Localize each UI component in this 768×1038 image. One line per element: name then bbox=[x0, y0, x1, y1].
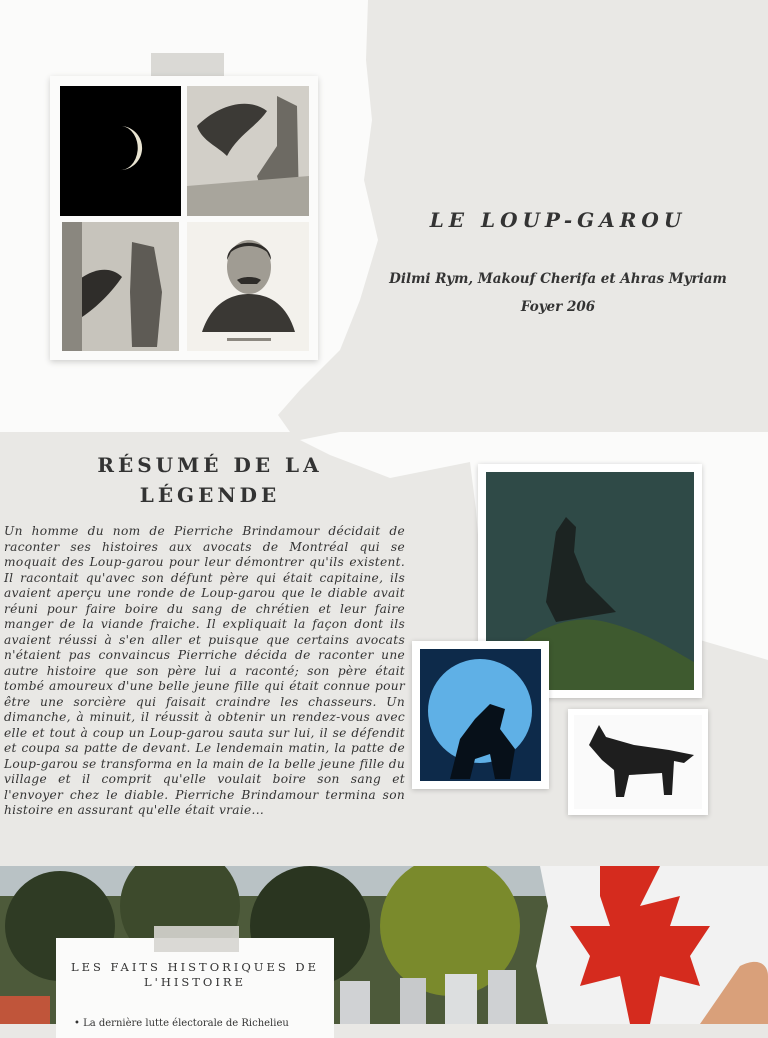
werewolf-attack-engraving bbox=[187, 86, 309, 216]
tape-strip bbox=[151, 53, 224, 77]
man-fighting-wolf-engraving bbox=[62, 222, 179, 351]
tape-strip-card bbox=[154, 926, 239, 952]
resume-heading: RÉSUMÉ DE LA LÉGENDE bbox=[97, 453, 323, 507]
black-wolf-drawing bbox=[568, 709, 708, 815]
foyer-line: Foyer 206 bbox=[520, 299, 596, 315]
werewolf-blue-moon-image bbox=[412, 641, 549, 789]
image-collage bbox=[50, 76, 318, 360]
author-portrait-engraving bbox=[187, 222, 309, 351]
historical-facts-card bbox=[56, 938, 334, 1038]
legend-summary-text: Un homme du nom de Pierriche Brindamour décidait de raconter ses histoires aux avocats de Montréal qui se moquait des Loup-garou pour leur démontrer qu'ils existent. Il racontait qu'avec son défunt père qui était capitaine, ils avaient aperçu une ronde de Loup-garou que le diable avait réuni pour faire boire du sang de chrétien et leur faire manger de la viande fraiche. Il expliquait la façon dont ils avaient réussi à s'en aller et puisque que certains avocats n'étaient pas convaincus Pierriche décida de raconter une autre histoire que son père lui a raconté; son père était tombé amoureux d'une belle jeune fille qui était connue pour être une sorcière qui faisait craindre les chasseurs. Un dimanche, à minuit, il réussit à obtenir un rendez-vous avec elle et tout à coup un Loup-garou sauta sur lui, il se défendit et coupa sa patte de devant. Le lendemain matin, la patte de Loup-garou se transforma en la main de la belle jeune fille du village et il comprit qu'elle voulait boire son sang et l'envoyer chez le diable. Pierriche Brindamour termina son histoire en assurant qu'elle était vraie... bbox=[4, 524, 405, 817]
authors-line: Dilmi Rym, Makouf Cherifa et Ahras Myriam bbox=[389, 271, 727, 287]
page-title: LE LOUP-GAROU bbox=[429, 208, 687, 232]
moon-photo bbox=[60, 86, 181, 216]
crescent-moon-icon bbox=[60, 86, 181, 216]
historical-facts-heading: LES FAITS HISTORIQUES DE L'HISTOIRE bbox=[70, 960, 319, 989]
title-block bbox=[388, 208, 728, 315]
historical-fact-item: • La dernière lutte électorale de Richelieu bbox=[74, 1018, 289, 1029]
